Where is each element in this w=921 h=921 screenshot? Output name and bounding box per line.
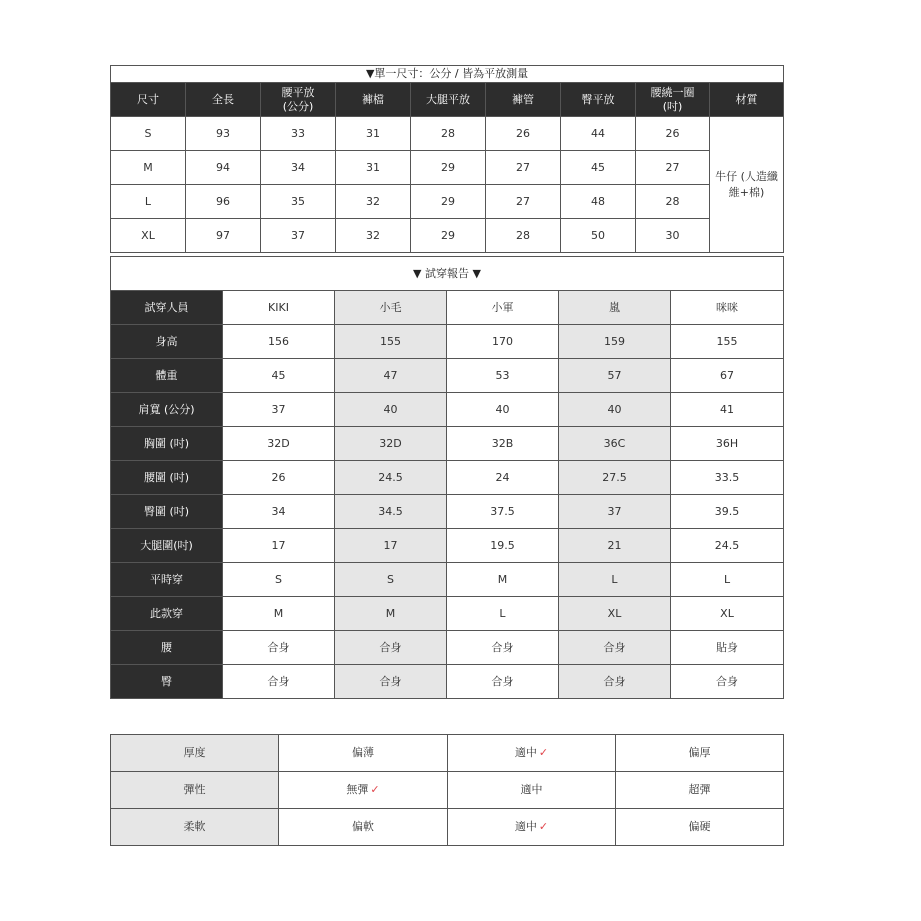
fit-report-cell: M [447,563,559,597]
size-chart-cell: L [111,185,186,219]
fabric-feel-label: 柔軟 [111,809,279,846]
fit-report-cell: L [559,563,671,597]
fit-report-cell: 24 [447,461,559,495]
fit-report-cell: 45 [223,359,335,393]
fit-report-cell: 159 [559,325,671,359]
size-chart-cell: 28 [411,117,486,151]
size-chart-cell: 30 [636,219,710,253]
size-chart-cell: 29 [411,151,486,185]
fit-report-row [111,393,784,427]
size-chart-cell: 37 [261,219,336,253]
fabric-feel-option: 偏薄 [279,735,448,772]
size-chart-row [111,151,784,185]
fabric-feel-row [111,809,784,846]
fit-report-label: 臀 [111,665,223,699]
fit-report-label: 身高 [111,325,223,359]
fit-report-cell: KIKI [223,291,335,325]
fabric-feel-row [111,772,784,809]
size-chart-cell: XL [111,219,186,253]
fit-report-cell: 37 [559,495,671,529]
fit-report-cell: 合身 [559,631,671,665]
size-chart-header-cell: 褲管 [486,83,561,117]
fit-report-row [111,359,784,393]
size-chart-cell: M [111,151,186,185]
fit-report-cell: 32B [447,427,559,461]
fit-report-label: 腰圍 (吋) [111,461,223,495]
size-chart-caption: ▼單一尺寸：公分 / 皆為平放測量 [111,66,784,83]
fit-report-cell: 47 [335,359,447,393]
fit-report-label: 肩寬 (公分) [111,393,223,427]
fit-report-row [111,461,784,495]
fit-report-cell: 合身 [447,665,559,699]
fit-report-cell: 17 [335,529,447,563]
fit-report-row [111,665,784,699]
size-chart-cell: 48 [561,185,636,219]
fit-report-row [111,631,784,665]
fit-report-cell: 小毛 [335,291,447,325]
size-chart-cell: 31 [336,117,411,151]
fit-report-caption: ▼ 試穿報告 ▼ [111,257,784,291]
size-chart-cell: 97 [186,219,261,253]
check-mark-icon: ✓ [538,746,549,759]
fit-report-row [111,291,784,325]
fit-report [110,256,783,699]
fit-report-label: 平時穿 [111,563,223,597]
fit-report-cell: 155 [671,325,784,359]
fit-report-cell: 19.5 [447,529,559,563]
check-mark-icon: ✓ [538,820,549,833]
size-chart-cell: 28 [486,219,561,253]
size-chart-header-cell: 大腿平放 [411,83,486,117]
fit-report-cell: 咪咪 [671,291,784,325]
fit-report-cell: 17 [223,529,335,563]
fabric-feel-table [110,734,784,846]
material-cell: 牛仔 (人造纖維+棉) [710,117,784,253]
fit-report-cell: 合身 [335,665,447,699]
fit-report-label: 體重 [111,359,223,393]
size-chart-cell: 28 [636,185,710,219]
fabric-feel-option: 偏厚 [616,735,784,772]
fit-report-cell: 39.5 [671,495,784,529]
size-chart-table [110,65,784,253]
size-chart-cell: 32 [336,219,411,253]
fit-report-row [111,529,784,563]
fit-report-cell: 24.5 [335,461,447,495]
size-chart-cell: 35 [261,185,336,219]
size-chart-header-cell: 尺寸 [111,83,186,117]
fit-report-cell: L [671,563,784,597]
fit-report-cell: 24.5 [671,529,784,563]
size-chart-cell: 96 [186,185,261,219]
fit-report-cell: 34 [223,495,335,529]
fit-report-cell: 貼身 [671,631,784,665]
fit-report-cell: 26 [223,461,335,495]
fit-report-cell: 32D [223,427,335,461]
size-chart-row [111,185,784,219]
fabric-feel-option: 偏軟 [279,809,448,846]
fit-report-row [111,495,784,529]
fit-report-cell: 170 [447,325,559,359]
size-chart-cell: 44 [561,117,636,151]
size-chart-cell: 33 [261,117,336,151]
fabric-feel [110,734,783,846]
size-chart-header-cell: 全長 [186,83,261,117]
fit-report-cell: 40 [447,393,559,427]
fit-report-cell: S [223,563,335,597]
size-chart-cell: 45 [561,151,636,185]
fit-report-cell: 27.5 [559,461,671,495]
fit-report-cell: 32D [335,427,447,461]
size-chart-header-cell: 腰平放 (公分) [261,83,336,117]
size-chart-row [111,219,784,253]
fit-report-cell: 155 [335,325,447,359]
fabric-feel-option: 偏硬 [616,809,784,846]
size-chart-cell: 27 [636,151,710,185]
fabric-feel-option: 適中 ✓ [448,809,616,846]
fit-report-row [111,427,784,461]
fit-report-cell: 33.5 [671,461,784,495]
size-chart-header-cell: 腰繞一圈 (吋) [636,83,710,117]
fit-report-cell: 合身 [447,631,559,665]
fit-report-cell: 156 [223,325,335,359]
fit-report-cell: XL [671,597,784,631]
fit-report-cell: 合身 [559,665,671,699]
size-chart-cell: 29 [411,185,486,219]
size-chart-cell: 50 [561,219,636,253]
fit-report-cell: 40 [335,393,447,427]
fabric-feel-label: 彈性 [111,772,279,809]
fit-report-row [111,597,784,631]
size-chart-cell: S [111,117,186,151]
fit-report-cell: XL [559,597,671,631]
fit-report-cell: 37 [223,393,335,427]
fabric-feel-option: 適中 ✓ [448,735,616,772]
fit-report-cell: 37.5 [447,495,559,529]
fit-report-cell: 36C [559,427,671,461]
size-chart-cell: 93 [186,117,261,151]
fit-report-cell: M [335,597,447,631]
fit-report-row [111,325,784,359]
fit-report-cell: 合身 [335,631,447,665]
fit-report-label: 大腿圍(吋) [111,529,223,563]
fit-report-cell: 57 [559,359,671,393]
size-chart-header-cell: 臀平放 [561,83,636,117]
size-chart-header-cell: 褲檔 [336,83,411,117]
fit-report-table [110,256,784,699]
size-chart [110,65,783,253]
fit-report-cell: M [223,597,335,631]
fit-report-cell: 41 [671,393,784,427]
fit-report-cell: 40 [559,393,671,427]
fit-report-cell: 67 [671,359,784,393]
size-chart-row [111,117,784,151]
fit-report-label: 胸圍 (吋) [111,427,223,461]
check-mark-icon: ✓ [370,783,380,796]
fit-report-cell: 合身 [671,665,784,699]
fit-report-label: 此款穿 [111,597,223,631]
fit-report-cell: 36H [671,427,784,461]
fabric-feel-option: 超彈 [616,772,784,809]
fabric-feel-label: 厚度 [111,735,279,772]
size-chart-cell: 29 [411,219,486,253]
size-chart-header-cell: 材質 [710,83,784,117]
size-chart-cell: 27 [486,185,561,219]
fabric-feel-option: 適中 [448,772,616,809]
size-chart-cell: 32 [336,185,411,219]
fit-report-cell: S [335,563,447,597]
size-chart-cell: 26 [636,117,710,151]
fit-report-label: 臀圍 (吋) [111,495,223,529]
size-chart-cell: 34 [261,151,336,185]
size-chart-cell: 94 [186,151,261,185]
size-chart-cell: 26 [486,117,561,151]
fit-report-cell: L [447,597,559,631]
size-chart-cell: 31 [336,151,411,185]
fit-report-label: 試穿人員 [111,291,223,325]
fit-report-cell: 53 [447,359,559,393]
fit-report-label: 腰 [111,631,223,665]
fit-report-row [111,563,784,597]
fit-report-cell: 21 [559,529,671,563]
fabric-feel-option: 無彈 ✓ [279,772,448,809]
fit-report-cell: 34.5 [335,495,447,529]
fit-report-cell: 合身 [223,631,335,665]
size-chart-cell: 27 [486,151,561,185]
fit-report-cell: 小軍 [447,291,559,325]
fit-report-cell: 嵐 [559,291,671,325]
fabric-feel-row [111,735,784,772]
fit-report-cell: 合身 [223,665,335,699]
